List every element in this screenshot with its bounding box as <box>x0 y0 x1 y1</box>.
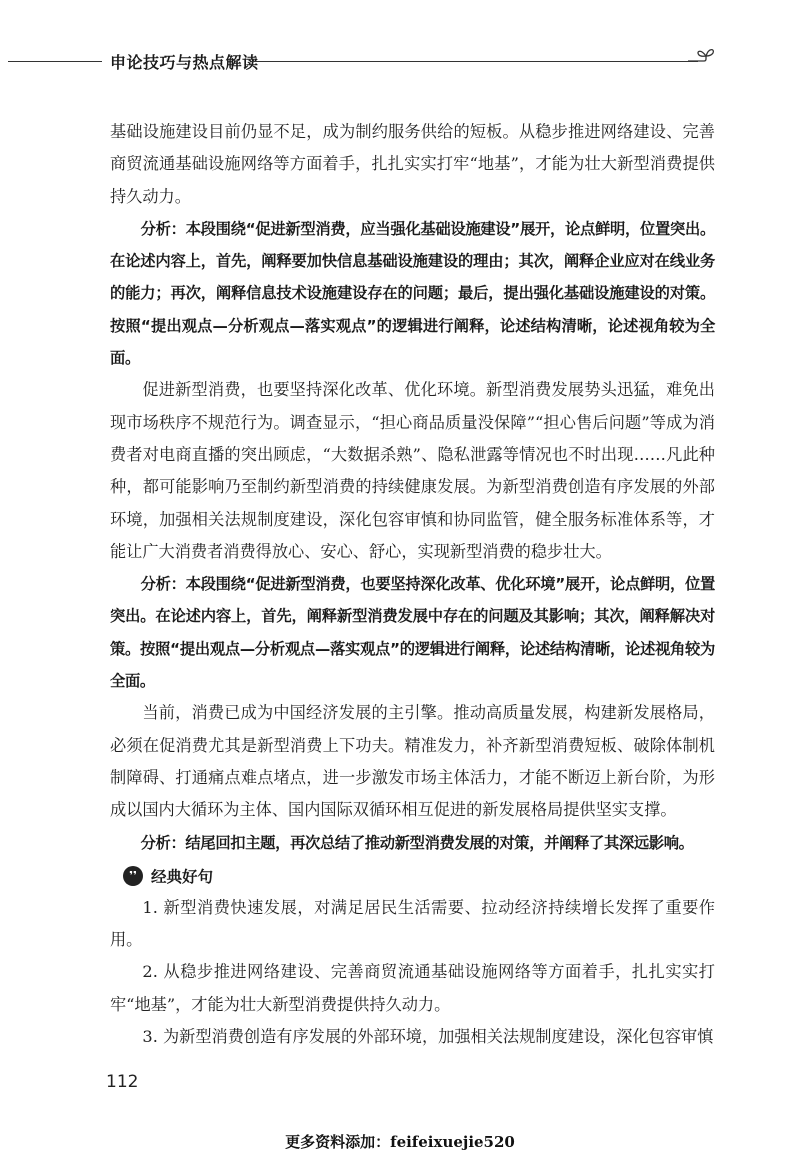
classic-sentence: 2. 从稳步推进网络建设、完善商贸流通基础设施网络等方面着手，扎扎实实打牢“地基”，才能为壮大新型消费提供持久动力。 <box>110 962 715 1014</box>
running-header-title: 申论技巧与热点解读 <box>110 53 259 72</box>
quote-badge-icon: ❜❜ <box>123 866 143 886</box>
page-number: 112 <box>106 1072 139 1092</box>
sprout-icon <box>684 44 716 76</box>
analysis-paragraph: 分析：结尾回扣主题，再次总结了推动新型消费发展的对策，并阐释了其深远影响。 <box>140 833 694 852</box>
header-rule-right <box>250 61 698 62</box>
section-heading <box>110 860 715 892</box>
body-paragraph: 基础设施建设目前仍显不足，成为制约服务供给的短板。从稳步推进网络建设、完善商贸流通基础设施网络等方面着手，扎扎实实打牢“地基”，才能为壮大新型消费提供持久动力。 <box>110 122 715 206</box>
classic-sentence: 3. 为新型消费创造有序发展的外部环境，加强相关法规制度建设，深化包容审慎 <box>142 1027 714 1047</box>
footer-note: 更多资料添加：feifeixuejie520 <box>285 1133 515 1151</box>
body-paragraph: 促进新型消费，也要坚持深化改革、优化环境。新型消费发展势头迅猛，难免出现市场秩序不规范行为。调查显示，“担心商品质量没保障”“担心售后问题”等成为消费者对电商直播的突出顾虑，“大数据杀熟”、隐私泄露等情况也不时出现……凡此种种，都可能影响乃至制约新型消费的持续健康发展。为新型消费创造有序发展的外部环境，加强相关法规制度建设，深化包容审慎和协同监管，健全服务标准体系等，才能让广大消费者消费得放心、安心、舒心，实现新型消费的稳步壮大。 <box>110 380 715 561</box>
header-rule-left <box>8 61 102 62</box>
analysis-paragraph: 分析：本段围绕“促进新型消费，应当强化基础设施建设”展开，论点鲜明，位置突出。在论述内容上，首先，阐释要加快信息基础设施建设的理由；其次，阐释企业应对在线业务的能力；再次，阐释信息技术设施建设存在的问题；最后，提出强化基础设施建设的对策。按照“提出观点—分析观点—落实观点”的逻辑进行阐释，论述结构清晰，论述视角较为全面。 <box>110 219 715 368</box>
page-content <box>110 116 715 1053</box>
body-paragraph: 当前，消费已成为中国经济发展的主引擎。推动高质量发展，构建新发展格局，必须在促消费尤其是新型消费上下功夫。精准发力，补齐新型消费短板、破除体制机制障碍、打通痛点难点堵点，进一步激发市场主体活力，才能不断迈上新台阶，为形成以国内大循环为主体、国内国际双循环相互促进的新发展格局提供坚实支撑。 <box>110 703 715 820</box>
section-title: 经典好句 <box>151 867 214 886</box>
running-header <box>0 44 800 78</box>
classic-sentence: 1. 新型消费快速发展，对满足居民生活需要、拉动经济持续增长发挥了重要作用。 <box>110 897 715 950</box>
analysis-paragraph: 分析：本段围绕“促进新型消费，也要坚持深化改革、优化环境”展开，论点鲜明，位置突出。在论述内容上，首先，阐释新型消费发展中存在的问题及其影响；其次，阐释解决对策。按照“提出观点—分析观点—落实观点”的逻辑进行阐释，论述结构清晰，论述视角较为全面。 <box>110 575 715 691</box>
